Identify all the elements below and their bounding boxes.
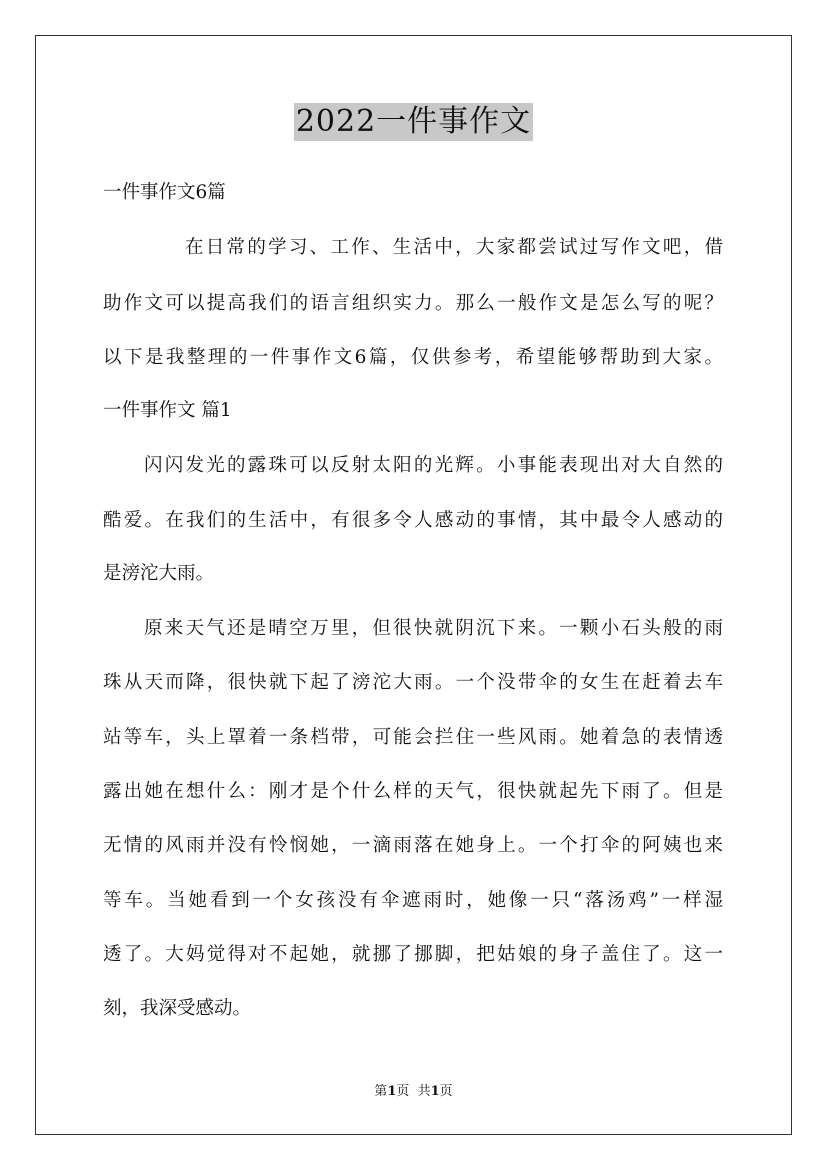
intro-line-1: 在日常的学习、工作、生活中，大家都尝试过写作文吧，借 — [185, 237, 723, 258]
title-container — [0, 103, 827, 141]
paragraph2-line-2: 珠从天而降，很快就下起了滂沱大雨。一个没带伞的女生在赶着去车 — [103, 672, 723, 693]
footer-page-suffix: 页 共 — [396, 1084, 431, 1099]
paragraph1-line-2: 酷爱。在我们的生活中，有很多令人感动的事情，其中最令人感动的 — [103, 510, 723, 531]
paragraph1-line-3: 是滂沱大雨。 — [103, 563, 215, 584]
paragraph2-line-5: 无情的风雨并没有怜悯她，一滴雨落在她身上。一个打伞的阿姨也来 — [103, 835, 723, 856]
footer-total-number: 1 — [430, 1084, 440, 1099]
paragraph2-line-1: 原来天气还是晴空万里，但很快就阴沉下来。一颗小石头般的雨 — [144, 618, 723, 639]
document-subtitle: 一件事作文6篇 — [103, 182, 226, 203]
intro-line-3: 以下是我整理的一件事作文6篇，仅供参考，希望能够帮助到大家。 — [103, 347, 723, 368]
section-heading: 一件事作文 篇1 — [103, 400, 232, 421]
footer-total-suffix: 页 — [439, 1084, 453, 1099]
paragraph2-line-6: 等车。当她看到一个女孩没有伞遮雨时，她像一只“落汤鸡”一样湿 — [103, 890, 723, 911]
paragraph2-line-3: 站等车，头上罩着一条档带，可能会拦住一些风雨。她着急的表情透 — [103, 727, 723, 748]
footer-page-number: 1 — [387, 1084, 397, 1099]
paragraph2-line-8: 刻，我深受感动。 — [103, 998, 252, 1019]
paragraph1-line-1: 闪闪发光的露珠可以反射太阳的光辉。小事能表现出对大自然的 — [144, 455, 723, 476]
intro-line-2: 助作文可以提高我们的语言组织实力。那么一般作文是怎么写的呢？ — [103, 293, 723, 314]
paragraph2-line-4: 露出她在想什么：刚才是个什么样的天气，很快就起先下雨了。但是 — [103, 781, 723, 802]
document-title: 2022一件事作文 — [295, 104, 532, 139]
footer-prefix: 第 — [374, 1084, 388, 1099]
paragraph2-line-7: 透了。大妈觉得对不起她，就挪了挪脚，把姑娘的身子盖住了。这一 — [103, 944, 723, 965]
page-footer — [0, 1083, 827, 1101]
